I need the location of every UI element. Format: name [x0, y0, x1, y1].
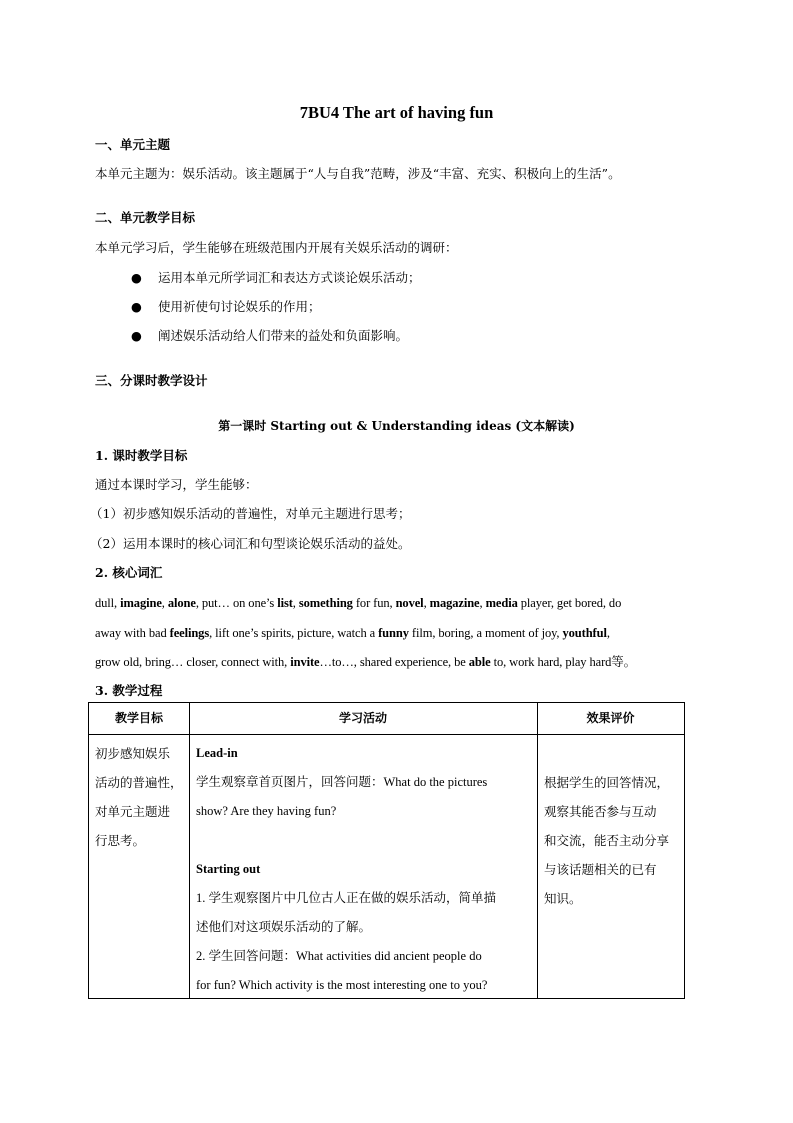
vocab-heading: 2. 核心词汇: [95, 565, 163, 580]
starting-out-label: Starting out: [196, 862, 261, 876]
table-column-divider: [537, 703, 538, 998]
teaching-process-table: [88, 702, 685, 999]
table-header-divider: [89, 734, 684, 735]
bullet-dot: ●: [131, 328, 142, 343]
table-header-evaluation: 效果评价: [586, 711, 635, 725]
bullet-dot: ●: [131, 270, 142, 285]
table-cell-activities: Lead-in 学生观察章首页图片，回答问题：What do the pictures show? Are they having fun? Starting out 1. 学生观察图片中几位古人正在做的娱乐活动，简单描 述他们对这项娱乐活动的了解。 2. 学生回答问题：What activities did ancient people do for fun? Which activity is the most interesting one to you?: [196, 739, 532, 1000]
table-header-objectives: 教学目标: [114, 711, 163, 725]
lesson-title: 第一课时 Starting out & Understanding ideas (文本解读): [218, 419, 575, 433]
table-header-activities: 学习活动: [338, 711, 387, 725]
section-1-heading: 一、单元主题: [95, 137, 171, 152]
bullet-item: 运用本单元所学词汇和表达方式谈论娱乐活动；: [158, 270, 421, 285]
objectives-intro: 通过本课时学习，学生能够：: [95, 477, 258, 492]
bullet-item: 阐述娱乐活动给人们带来的益处和负面影响。: [158, 328, 409, 343]
process-heading: 3. 教学过程: [95, 683, 163, 698]
table-cell-evaluation: 根据学生的回答情况， 观察其能否参与互动 和交流，能否主动分享 与该话题相关的已有 知识。: [544, 775, 670, 906]
bullet-dot: ●: [131, 299, 142, 314]
section-2-intro: 本单元学习后，学生能够在班级范围内开展有关娱乐活动的调研：: [95, 240, 458, 255]
document-title: 7BU4 The art of having fun: [299, 103, 494, 122]
section-3-heading: 三、分课时教学设计: [95, 373, 208, 388]
leadin-label: Lead-in: [196, 746, 238, 760]
table-cell-objective: 初步感知娱乐 活动的普遍性， 对单元主题进 行思考。: [95, 746, 183, 848]
objective-item: （1）初步感知娱乐活动的普遍性，对单元主题进行思考；: [90, 506, 411, 521]
objective-item: （2）运用本课时的核心词汇和句型谈论娱乐活动的益处。: [90, 536, 411, 551]
table-column-divider: [189, 703, 190, 998]
objectives-heading: 1. 课时教学目标: [95, 448, 188, 463]
vocab-line-2: away with bad feelings, lift one’s spirits, picture, watch a funny film, boring, a moment of joy, youthful,: [95, 626, 610, 640]
section-1-text: 本单元主题为：娱乐活动。该主题属于“人与自我”范畴，涉及“丰富、充实、积极向上的生活”。: [95, 166, 621, 181]
section-2-heading: 二、单元教学目标: [95, 210, 196, 225]
vocab-line-3: grow old, bring… closer, connect with, invite…to…, shared experience, be able to, work hard, play hard等。: [95, 655, 637, 669]
bullet-item: 使用祈使句讨论娱乐的作用；: [158, 299, 321, 314]
vocab-line-1: dull, imagine, alone, put… on one’s list, something for fun, novel, magazine, media player, get bored, do: [95, 596, 622, 610]
